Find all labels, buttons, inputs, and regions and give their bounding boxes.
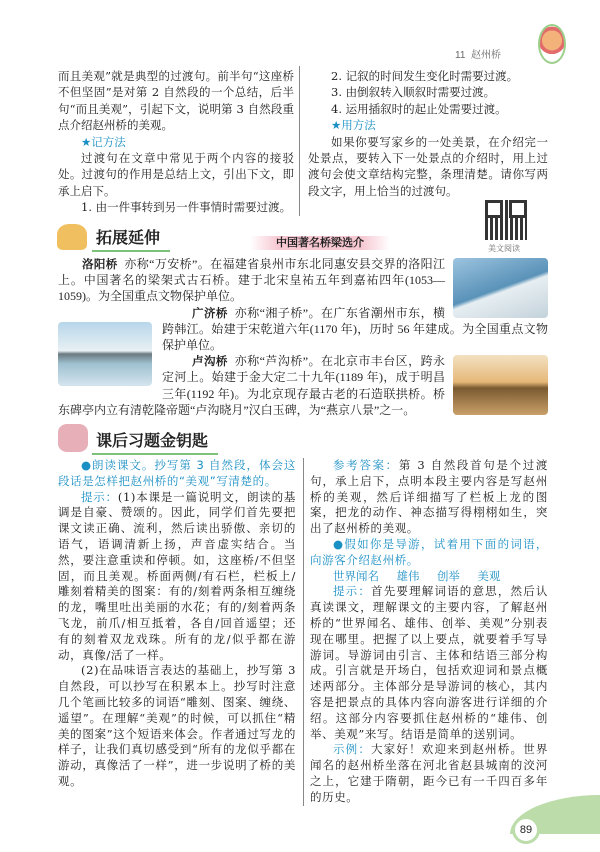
bridge-item: 广济桥 亦称“湘子桥”。在广东省潮州市东，横跨韩江。始建于宋乾道六年(1170 年)，历时 56 年建成。为全国重点文物保护单位。	[162, 305, 548, 353]
list-item: 4. 运用插叙时的起止处需要过渡。	[331, 101, 507, 116]
page-number-row	[58, 812, 548, 852]
exercise-columns	[58, 458, 548, 806]
bridge-item: 洛阳桥 亦称“万安桥”。在福建省泉州市东北同惠安县交界的洛阳江上。中国著名的梁架式古石桥。建于北宋皇祐五年到嘉祐四年(1053—1059)。为全国重点文物保护单位。	[58, 257, 446, 304]
section-label: ★用方法	[331, 118, 376, 133]
bridge-item: 卢沟桥 亦称“芦沟桥”。在北京市丰台区，跨永定河上。始建于金大定二十九年(1189 年)，成于明昌三年(1192 年)。为北京现存最古老的石造联拱桥。桥东碑亭内立有清乾隆帝题“卢沟晓月”汉白玉碑，为“燕京八景”之一。	[58, 354, 446, 417]
word-list: 世界闻名 雄伟 创举 美观	[333, 568, 501, 583]
luoyang-bridge-photo	[453, 258, 548, 318]
paragraph: 过渡句在文章中常见于两个内容的接驳处。过渡句的作用是总结上文，引出下文，即承上启下。	[58, 151, 294, 198]
column-divider	[299, 66, 300, 216]
running-header	[455, 46, 501, 61]
hint-q2: 提示：首先要理解词语的意思，然后认真读课文，理解课文的主要内容，了解赵州桥的“世界闻名、雄伟、创举、美观”分别表现在哪里。把握了以上要点，就要着手写导游词。导游词由引言、主体和结语三部分构成。引言就是开场白，包括欢迎词和景点概述两部分。主体部分是导游词的核心，其内容是把景点的具体内容向游客进行详细的介绍。这部分内容要抓住赵州桥的“雄伟、创举、美观”来写。结语是简单的送别词。	[310, 584, 548, 741]
lower-content	[58, 256, 548, 852]
qr-caption: 美文阅读	[488, 244, 520, 253]
lesson-title: 赵州桥	[470, 50, 501, 61]
subsection-title: 中国著名桥梁选介	[250, 236, 390, 250]
mascot-icon	[538, 24, 566, 64]
hint-2: (2)在品味语言表达的基础上，抄写第 3 自然段，可以抄写在积累本上。抄写时注意几个笔画比较多的词语“雕刻、图案、缠绕、遥望”。在理解“美观”的时候，可以抓住“精美的图案”这个短语来体会。作者通过写龙的样子，让我们真切感受到“所有的龙似乎都在游动，真像活了一样”，进一步说明了桥的美观。	[58, 663, 296, 788]
lugou-bridge-photo	[453, 355, 548, 415]
top-right-column	[308, 68, 548, 199]
bridge-introductions	[58, 256, 548, 418]
list-item: 3. 由倒叙转入顺叙时需要过渡。	[331, 85, 496, 100]
answer: 参考答案：第 3 自然段首句是个过渡句，承上启下，点明本段主要内容是写赵州桥的美观，然后详细描写了栏板上龙的图案，把龙的动作、神态描写得栩栩如生，突出了赵州桥的美观。	[310, 458, 549, 536]
section-label: ★记方法	[81, 134, 126, 149]
question-1: ●朗读课文。抄写第 3 自然段，体会这段话是怎样把赵州桥的“美观”写清楚的。	[58, 458, 296, 488]
top-left-column	[58, 68, 294, 216]
exercise-header	[58, 424, 548, 454]
qr-code[interactable]	[485, 200, 527, 240]
paragraph: 如果你要写家乡的一处美景，在介绍完一处景点，要转入下一处景点的介绍时，用上过渡句会使文章结构完整，条理清楚。请你写两段文字，用上恰当的过渡句。	[308, 134, 548, 198]
list-item: 2. 记叙的时间发生变化时需要过渡。	[331, 69, 519, 83]
hint-1: 提示：(1)本课是一篇说明文，朗读的基调是自豪、赞颂的。因此，同学们首先要把课文读正确、流利，然后读出骄傲、亲切的语气，语调清新上扬，声音虚实结合。当然，要注意重读和停顿。如，这座桥/不但坚固，而且美观。桥面两侧/有石栏，栏板上/雕刻着精美的图案：有的/刻着两条相互缠绕的龙，嘴里吐出美丽的水花；有的/刻着两条飞龙，前爪/相互抵着，各自/回首遥望；还有的刻着双龙戏珠。所有的龙/似乎都在游动，真像/活了一样。	[58, 489, 296, 662]
question-2: ●假如你是导游，试着用下面的词语，向游客介绍赵州桥。	[310, 537, 548, 567]
mascot-book-icon	[58, 424, 88, 452]
list-item: 1. 由一件事转到另一件事情时需要过渡。	[81, 200, 292, 215]
paragraph: 而且美观”就是典型的过渡句。前半句“这座桥不但坚固”是对第 2 自然段的一个总结，后半句“而且美观”，引起下文，说明第 3 自然段重点介绍赵州桥的美观。	[58, 69, 294, 133]
mascot-reading-icon	[57, 224, 87, 250]
guangji-bridge-photo	[58, 322, 152, 386]
section-heading-extend: 拓展延伸	[96, 225, 160, 248]
section-heading-exercises: 课后习题金钥匙	[96, 428, 208, 451]
page-number: 89	[512, 816, 540, 844]
lesson-number: 11	[455, 50, 466, 61]
example: 示例：大家好！欢迎来到赵州桥。世界闻名的赵州桥坐落在河北省赵县城南的洨河之上，它建于隋朝，距今已有一千四百多年的历史。	[310, 742, 548, 804]
